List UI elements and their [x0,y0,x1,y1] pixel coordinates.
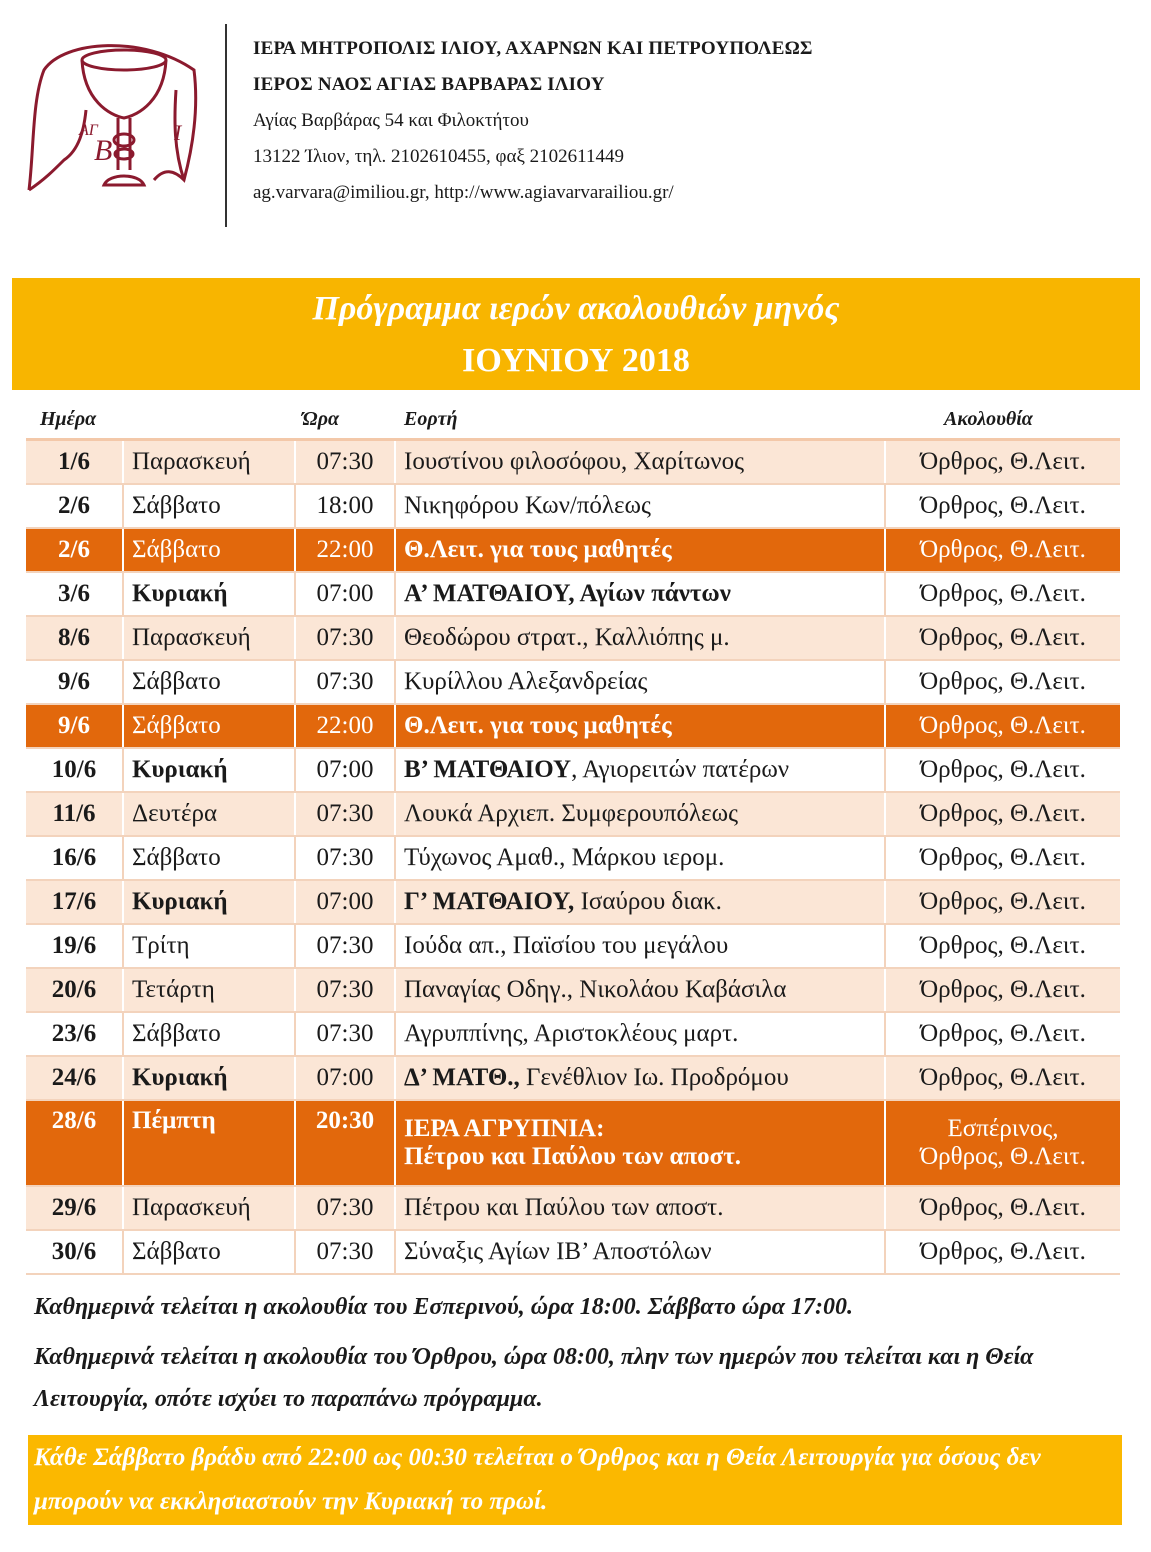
row-feast-line2: Πέτρου και Παύλου των αποστ. [404,1143,741,1170]
row-service: Όρθρος, Θ.Λειτ. [884,485,1120,527]
phone-fax: 13122 Ίλιον, τηλ. 2102610455, φαξ 2102611449 [253,146,624,167]
row-feast-bold: Α’ ΜΑΤΘΑΙΟΥ, Αγίων πάντων [404,580,731,607]
table-row [26,705,1120,749]
row-weekday: Σάββατο [122,661,294,703]
vespers-note: Καθημερινά τελείται η ακολουθία του Εσπερινού, ώρα 18:00. Σάββατο ώρα 17:00. [34,1294,854,1320]
table-row [26,1013,1120,1057]
email-website: ag.varvara@imiliou.gr, http://www.agiavarvarailiou.gr/ [253,182,674,203]
row-feast-text: Ιουστίνου φιλοσόφου, Χαρίτωνος [404,448,745,475]
row-feast-bold: Γ’ ΜΑΤΘΑΙΟΥ, [404,888,575,915]
row-feast: Πέτρου και Παύλου των αποστ. [394,1187,884,1229]
row-weekday: Κυριακή [122,749,294,791]
row-time: 07:30 [294,617,394,659]
row-weekday: Σάββατο [122,1231,294,1273]
row-date: 11/6 [52,800,96,827]
table-row [26,485,1120,529]
table-row [26,925,1120,969]
row-date: 17/6 [51,888,97,915]
row-service-line1: Εσπέρινος, [947,1115,1059,1142]
table-row [26,881,1120,925]
row-feast-text: Ιούδα απ., Παϊσίου του μεγάλου [404,932,729,959]
row-weekday: Κυριακή [122,1057,294,1099]
row-time: 07:00 [294,1057,394,1099]
row-service: Όρθρος, Θ.Λειτ. [884,1057,1120,1099]
table-row [26,1057,1120,1101]
row-time: 07:30 [294,837,394,879]
table-row [26,441,1120,485]
table-row [26,1231,1120,1275]
row-service-line2: Όρθρος, Θ.Λειτ. [920,1143,1086,1170]
row-time: 22:00 [294,529,394,571]
row-date: 9/6 [58,668,90,695]
row-service: Όρθρος, Θ.Λειτ. [884,1187,1120,1229]
row-feast-text: Νικηφόρου Κων/πόλεως [404,492,651,519]
row-time: 07:30 [294,1231,394,1273]
table-row [26,573,1120,617]
row-feast-text: Αγρυππίνης, Αριστοκλέους μαρτ. [404,1020,739,1047]
row-time: 07:30 [294,969,394,1011]
saturday-night-note: Κάθε Σάββατο βράδυ από 22:00 ως 00:30 τελείται ο Όρθρος και η Θεία Λειτουργία για όσους δεν μπορούν να εκκλησιαστούν την Κυριακή το πρωί. [28,1435,1122,1525]
header-service: Ακολουθία [944,408,1033,430]
row-service: Όρθρος, Θ.Λειτ. [884,925,1120,967]
row-weekday: Κυριακή [122,881,294,923]
metropolis-name: ΙΕΡΑ ΜΗΤΡΟΠΟΛΙΣ ΙΛΙΟΥ, ΑΧΑΡΝΩΝ ΚΑΙ ΠΕΤΡΟΥΠΟΛΕΩΣ [253,38,813,59]
row-feast [394,925,884,967]
table-row [26,837,1120,881]
row-time: 07:30 [294,793,394,835]
row-service [884,1101,1120,1185]
schedule-table [26,438,1120,1275]
table-header [26,404,1120,436]
chalice-icon [24,30,214,205]
table-row [26,1187,1120,1231]
row-service: Όρθρος, Θ.Λειτ. [884,837,1120,879]
row-time: 07:00 [294,881,394,923]
row-service: Όρθρος, Θ.Λειτ. [884,529,1120,571]
row-feast [394,573,884,615]
row-weekday: Σάββατο [122,529,294,571]
row-feast [394,529,884,571]
table-row [26,793,1120,837]
table-row [26,529,1120,573]
row-feast [394,837,884,879]
table-row-vigil [26,1101,1120,1187]
row-feast-text: Ισαύρου διακ. [574,888,722,915]
table-row [26,617,1120,661]
row-weekday: Σάββατο [122,1013,294,1055]
row-feast [394,749,884,791]
schedule-title-banner [12,278,1140,390]
row-feast-text: Τύχωνος Αμαθ., Μάρκου ιερομ. [404,844,725,871]
row-feast-text: Κυρίλλου Αλεξανδρείας [404,668,648,695]
row-date: 10/6 [51,756,97,783]
church-name: ΙΕΡΟΣ ΝΑΟΣ ΑΓΙΑΣ ΒΑΡΒΑΡΑΣ ΙΛΙΟΥ [253,74,605,95]
row-time: 07:30 [294,1187,394,1229]
row-date: 28/6 [51,1107,97,1134]
row-date: 30/6 [51,1238,97,1265]
row-feast-text: Λουκά Αρχιεπ. Συμφερουπόλεως [404,800,739,827]
row-weekday: Σάββατο [122,485,294,527]
row-service: Όρθρος, Θ.Λειτ. [884,617,1120,659]
church-address-block [253,36,813,216]
row-feast: Σύναξις Αγίων ΙΒ’ Αποστόλων [394,1231,884,1273]
row-time: 07:00 [294,749,394,791]
row-service: Όρθρος, Θ.Λειτ. [884,1231,1120,1273]
row-date: 3/6 [58,580,90,607]
row-date: 23/6 [51,1020,97,1047]
row-feast [394,969,884,1011]
svg-text:Β: Β [94,134,113,167]
row-weekday: Τρίτη [122,925,294,967]
row-service: Όρθρος, Θ.Λειτ. [884,573,1120,615]
schedule-title: Πρόγραμμα ιερών ακολουθιών μηνός [312,290,840,327]
row-feast [394,617,884,659]
row-weekday: Τετάρτη [122,969,294,1011]
row-feast-text: , Αγιορειτών πατέρων [571,756,790,783]
header-day: Ημέρα [40,408,97,430]
row-feast-text: Παναγίας Οδηγ., Νικολάου Καβάσιλα [404,976,787,1003]
header-time: Ώρα [302,408,340,430]
row-service: Όρθρος, Θ.Λειτ. [884,881,1120,923]
row-service: Όρθρος, Θ.Λειτ. [884,969,1120,1011]
row-service: Όρθρος, Θ.Λειτ. [884,793,1120,835]
row-feast [394,1057,884,1099]
row-time: 07:30 [294,661,394,703]
row-feast [394,705,884,747]
row-weekday: Σάββατο [122,705,294,747]
row-weekday: Παρασκευή [122,617,294,659]
row-date: 9/6 [58,712,90,739]
table-row [26,661,1120,705]
row-feast [394,793,884,835]
row-service: Όρθρος, Θ.Λειτ. [884,749,1120,791]
orthros-note: Καθημερινά τελείται η ακολουθία του Όρθρου, ώρα 08:00, πλην των ημερών που τελείται και η Θεία Λειτουργία, οπότε ισχύει το παραπάνω πρόγραμμα. [34,1344,1034,1412]
row-service: Όρθρος, Θ.Λειτ. [884,1013,1120,1055]
row-date: 29/6 [51,1194,97,1221]
row-weekday: Πέμπτη [122,1101,294,1185]
row-weekday: Δευτέρα [122,793,294,835]
row-feast [394,881,884,923]
row-feast-bold: Θ.Λειτ. για τους μαθητές [404,536,672,563]
row-feast-bold: Θ.Λειτ. για τους μαθητές [404,712,672,739]
row-weekday: Παρασκευή [122,441,294,483]
row-feast-text: Θεοδώρου στρατ., Καλλιόπης μ. [404,624,730,651]
row-feast-line1: ΙΕΡΑ ΑΓΡΥΠΝΙΑ: [404,1115,605,1142]
row-time: 07:30 [294,1013,394,1055]
row-feast [394,485,884,527]
row-date: 20/6 [51,976,97,1003]
row-date: 8/6 [58,624,90,651]
row-feast-bold: Β’ ΜΑΤΘΑΙΟΥ [404,756,572,783]
row-service: Όρθρος, Θ.Λειτ. [884,661,1120,703]
row-date: 16/6 [51,844,97,871]
row-time: 07:30 [294,925,394,967]
row-feast-bold: Δ’ ΜΑΤΘ., [404,1064,520,1091]
row-date: 2/6 [58,492,90,519]
row-service: Όρθρος, Θ.Λειτ. [884,441,1120,483]
row-date: 24/6 [51,1064,97,1091]
row-feast [394,1101,884,1185]
row-time: 18:00 [294,485,394,527]
row-time: 20:30 [294,1101,394,1185]
street-address: Αγίας Βαρβάρας 54 και Φιλοκτήτου [253,110,529,131]
row-weekday: Κυριακή [122,573,294,615]
row-time: 07:00 [294,573,394,615]
church-logo [24,30,214,205]
row-weekday: Σάββατο [122,837,294,879]
table-row [26,969,1120,1013]
schedule-month: ΙΟΥΝΙΟΥ 2018 [462,342,690,379]
row-time: 22:00 [294,705,394,747]
table-row [26,749,1120,793]
row-date: 19/6 [51,932,97,959]
row-feast [394,661,884,703]
row-weekday: Παρασκευή [122,1187,294,1229]
row-feast [394,1013,884,1055]
row-feast-text: Γενέθλιον Ιω. Προδρόμου [519,1064,789,1091]
row-feast [394,441,884,483]
svg-text:Ι: Ι [174,120,182,145]
row-date: 2/6 [58,536,90,563]
header-divider [225,24,227,227]
svg-text:ΑΓ: ΑΓ [79,122,98,139]
row-time: 07:30 [294,441,394,483]
header-feast: Εορτή [404,408,458,430]
row-date: 1/6 [58,448,90,475]
row-service: Όρθρος, Θ.Λειτ. [884,705,1120,747]
